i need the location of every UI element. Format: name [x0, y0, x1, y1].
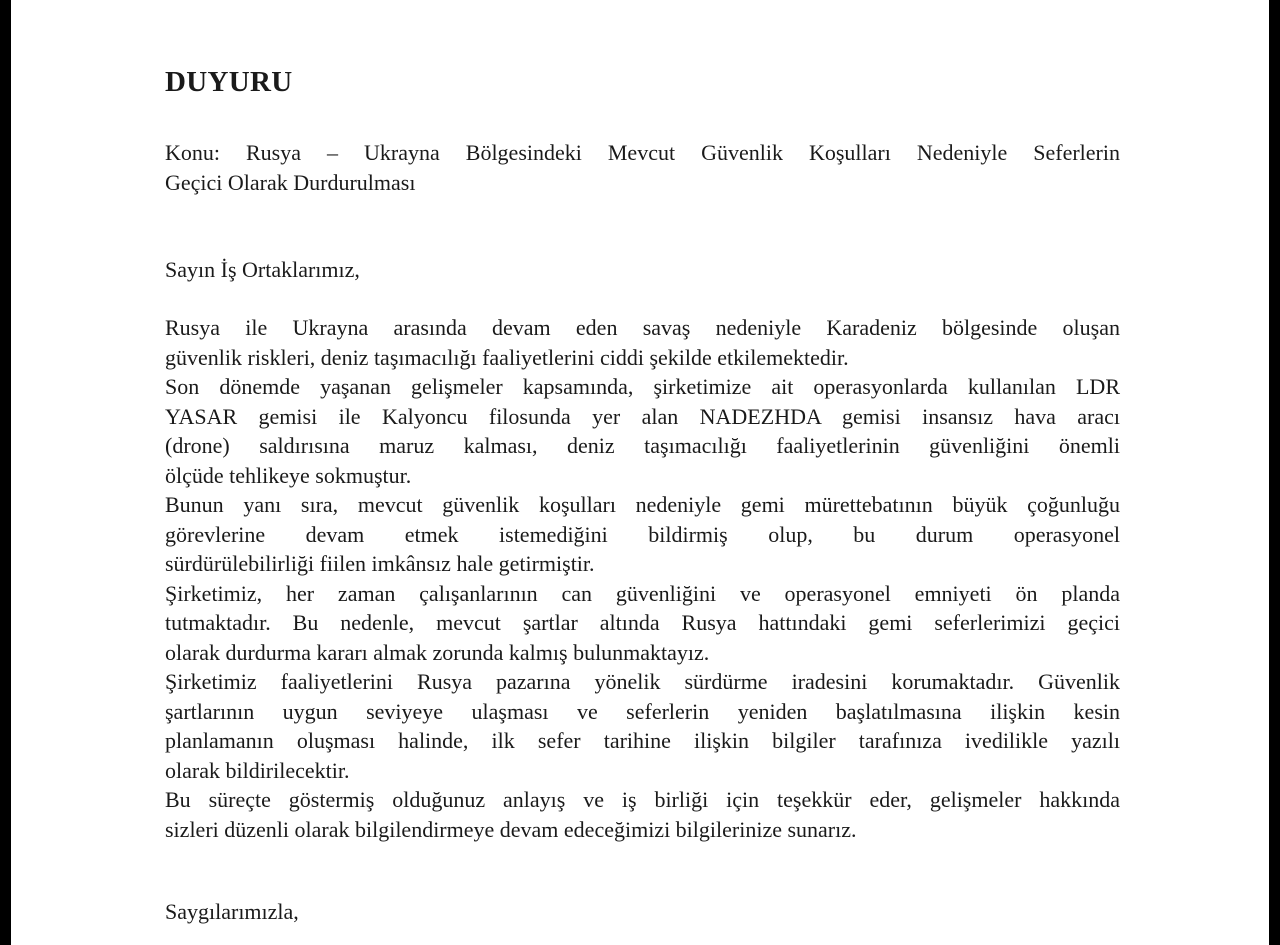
body-line: Şirketimiz faaliyetlerini Rusya pazarına yönelik sürdürme iradesini korumaktadır. Güvenlik: [165, 669, 1120, 694]
body-line: Rusya ile Ukrayna arasında devam eden savaş nedeniyle Karadeniz bölgesinde oluşan: [165, 315, 1120, 340]
body-line: görevlerine devam etmek istemediğini bildirmiş olup, bu durum operasyonel: [165, 521, 1120, 547]
body-line: olarak bildirilecektir.: [165, 757, 350, 783]
subject-block: [165, 138, 1120, 197]
body-line: tutmaktadır. Bu nedenle, mevcut şartlar altında Rusya hattındaki gemi seferlerimizi geçici: [165, 610, 1120, 635]
body-line: Bunun yanı sıra, mevcut güvenlik koşulları nedeniyle gemi mürettebatının büyük çoğunluğu: [165, 492, 1120, 517]
body-line: ölçüde tehlikeye sokmuştur.: [165, 462, 412, 488]
closing: Saygılarımızla,: [165, 899, 299, 924]
body-line: sizleri düzenli olarak bilgilendirmeye devam edeceğimizi bilgilerinize sunarız.: [165, 816, 857, 842]
document-title: DUYURU: [165, 66, 293, 98]
body-line: Şirketimiz, her zaman çalışanlarının can güvenliğini ve operasyonel emniyeti ön planda: [165, 580, 1120, 606]
body-line: (drone) saldırısına maruz kalması, deniz taşımacılığı faaliyetlerinin güvenliğini önemli: [165, 433, 1120, 458]
body-text: [165, 313, 1120, 844]
subject-line: Geçici Olarak Durdurulması: [165, 169, 416, 195]
body-line: sürdürülebilirliği fiilen imkânsız hale getirmiştir.: [165, 551, 595, 576]
body-line: Son dönemde yaşanan gelişmeler kapsamında, şirketimize ait operasyonlarda kullanılan LDR: [165, 374, 1120, 399]
body-line: şartlarının uygun seviyeye ulaşması ve seferlerin yeniden başlatılmasına ilişkin kesin: [165, 698, 1120, 724]
body-line: güvenlik riskleri, deniz taşımacılığı faaliyetlerini ciddi şekilde etkilemektedir.: [165, 344, 849, 370]
body-line: Bu süreçte göstermiş olduğunuz anlayış ve iş birliği için teşekkür eder, gelişmeler hakkında: [165, 787, 1120, 812]
body-line: olarak durdurma kararı almak zorunda kalmış bulunmaktayız.: [165, 639, 710, 665]
body-line: YASAR gemisi ile Kalyoncu filosunda yer alan NADEZHDA gemisi insansız hava aracı: [165, 403, 1120, 429]
body-line: planlamanın oluşması halinde, ilk sefer tarihine ilişkin bilgiler tarafınıza ivedilikle yazılı: [165, 728, 1120, 753]
document-page: [11, 0, 1269, 945]
subject-line: Konu: Rusya – Ukrayna Bölgesindeki Mevcut Güvenlik Koşulları Nedeniyle Seferlerin: [165, 140, 1120, 165]
greeting: Sayın İş Ortaklarımız,: [165, 257, 360, 282]
